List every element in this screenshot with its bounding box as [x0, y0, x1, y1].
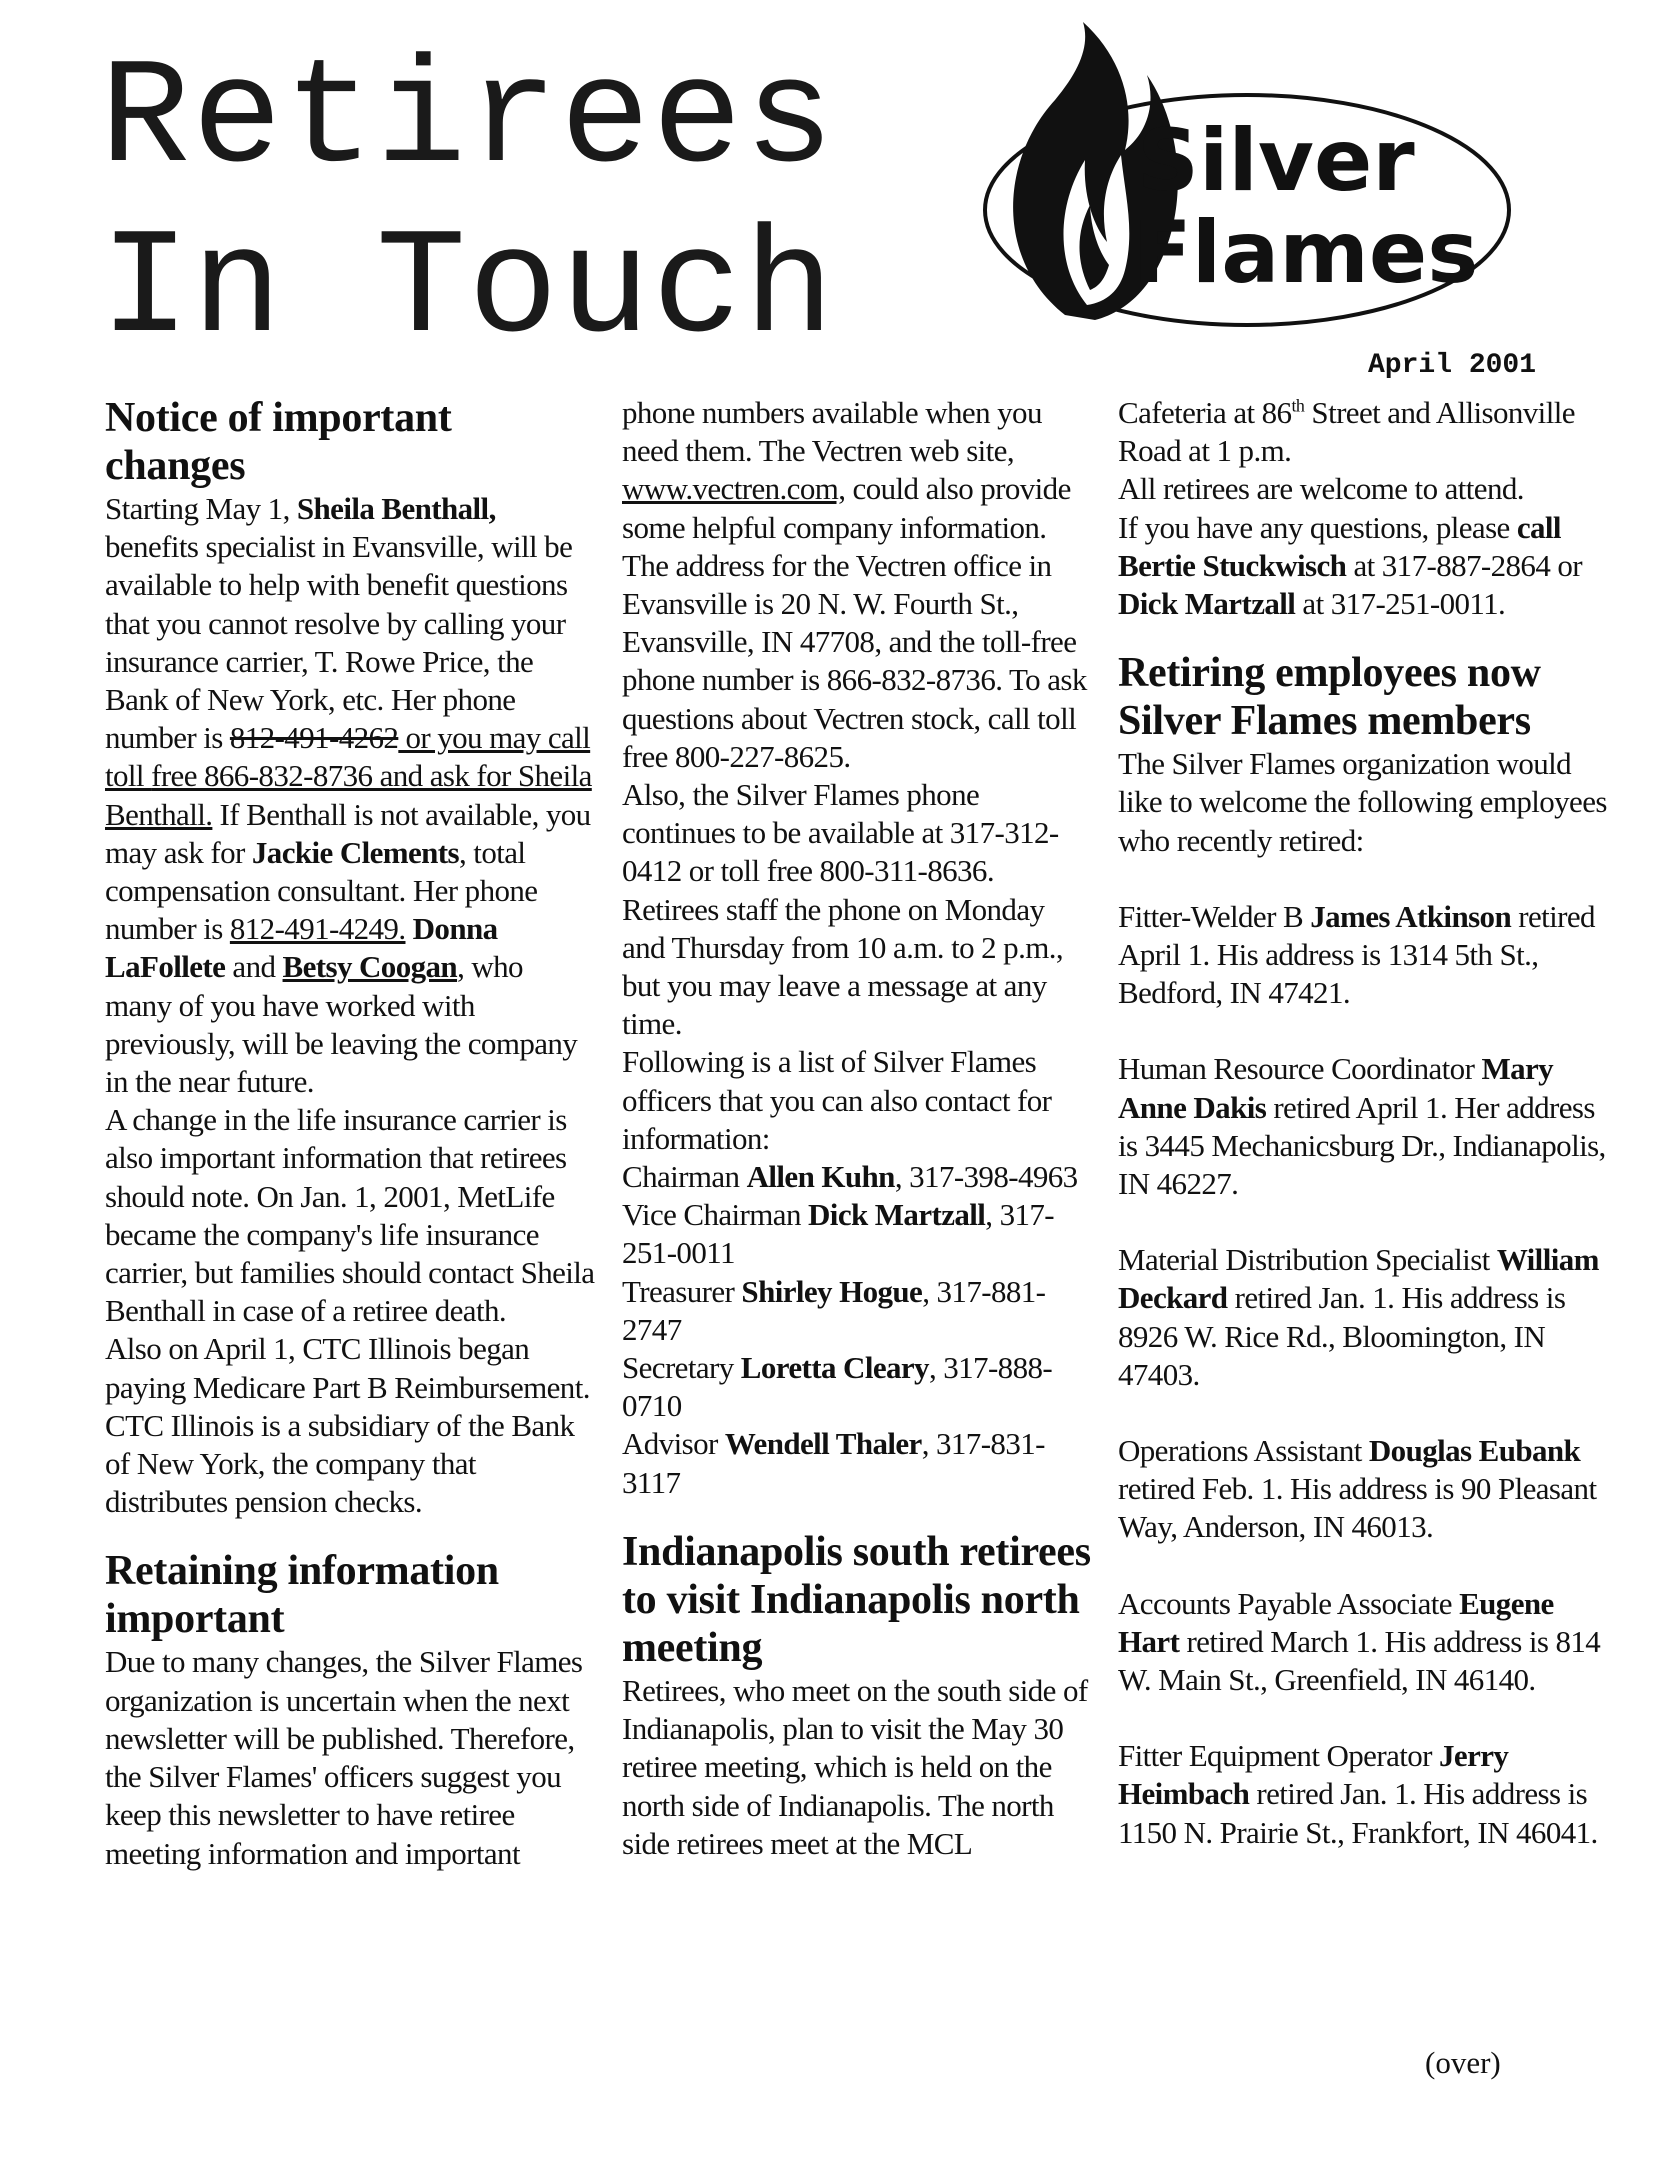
paragraph-officers-intro: Following is a list of Silver Flames officers that you can also contact for information: [622, 1044, 1052, 1156]
paragraph-benthall: Starting May 1, Sheila Benthall, benefits specialist in Evansville, will be available to help with benefit questions that you cannot resolve by calling your insurance carrier, T. Rowe Price, the Bank of New York, etc. Her phone number is 812-491-4262 or you may call toll free 866-832-8736 and ask for Sheila Benthall. If Benthall is not available, you may ask for Jackie Clements, total compensation consultant. Her phone number is 812-491-4249. Donna LaFollete and Betsy Coogan, who many of you have worked with previously, will be leaving the company in the near future. [105, 491, 592, 1100]
paragraph-phone-line: Also, the Silver Flames phone continues to be available at 317-312-0412 or toll free 800-311-8636. Retirees staff the phone on Monday and Thursday from 10 a.m. to 2 p.m., but you may leave a message at any time. [622, 777, 1064, 1042]
column-3 [1118, 394, 1618, 1852]
paragraph-retaining: Due to many changes, the Silver Flames organization is uncertain when the next newsletter will be published. Therefore, the Silver Flames' officers suggest you keep this newsletter to have retiree meeting information and important [105, 1644, 583, 1871]
underlined-toll-free: free 866-832-8736 and ask for Sheila Benthall. [105, 758, 592, 832]
continued-over-note: (over) [1425, 2045, 1501, 2080]
retiree-item: Fitter Equipment Operator Jerry Heimbach retired Jan. 1. His address is 1150 N. Prairie St., Frankfort, IN 46041. [1118, 1738, 1598, 1850]
vectren-website-link: www.vectren.com, [622, 471, 846, 507]
retiree-item: Accounts Payable Associate Eugene Hart retired March 1. His address is 814 W. Main St., Greenfield, IN 46140. [1118, 1585, 1601, 1698]
retiree-item: Fitter-Welder B James Atkinson retired April 1. His address is 1314 5th St., Bedford, IN 47421. [1118, 898, 1595, 1011]
name-jackie-clements: Jackie Clements [251, 834, 459, 870]
name-donna-lafollete: Donna LaFollete [105, 911, 498, 985]
paragraph-meeting: Retirees, who meet on the south side of Indianapolis, plan to visit the May 30 retiree meeting, which is held on the north side of Indianapolis. The north side retirees meet at the MCL [622, 1672, 1088, 1861]
title-line-2: In Touch [100, 206, 837, 376]
retiree-item: Human Resource Coordinator Mary Anne Dakis retired April 1. Her address is 3445 Mechanicsburg Dr., Indianapolis, IN 46227. [1118, 1051, 1606, 1202]
paragraph-retirees-intro: The Silver Flames organization would like to welcome the following employees who recently retired: [1118, 746, 1607, 858]
officer-item: Advisor Wendell Thaler, 317-831-3117 [622, 1426, 1045, 1500]
title-line-1: Retirees [100, 36, 837, 206]
column-1 [105, 394, 595, 1873]
column-2 [622, 394, 1092, 1863]
officer-item: Treasurer Shirley Hogue, 317-881-2747 [622, 1273, 1046, 1347]
paragraph-medicare: Also on April 1, CTC Illinois began paying Medicare Part B Reimbursement. CTC Illinois is a subsidiary of the Bank of New York, the company that distributes pension checks. [105, 1331, 590, 1520]
paragraph-vectren-address: The address for the Vectren office in Evansville is 20 N. W. Fourth St., Evansville, IN 47708, and the toll-free phone number is 866-832-8736. To ask questions about Vectren stock, call toll free 800-227-8625. [622, 547, 1087, 774]
newsletter-title [100, 36, 836, 376]
issue-date: April 2001 [1368, 350, 1537, 381]
paragraph-questions: If you have any questions, please call Bertie Stuckwisch at 317-887-2864 or Dick Martzall at 317-251-0011. [1118, 509, 1583, 622]
struck-phone-number: 812-491-4262 [229, 720, 399, 756]
silver-flames-logo [975, 20, 1520, 360]
officer-item: Vice Chairman Dick Martzall, 317-251-0011 [622, 1197, 1055, 1271]
officer-item: Secretary Loretta Cleary, 317-888-0710 [622, 1350, 1053, 1424]
underlined-phone-number: 812-491-4249. [229, 911, 406, 947]
paragraph-welcome: All retirees are welcome to attend. [1118, 471, 1524, 507]
heading-indianapolis-meeting: Indianapolis south retirees to visit Indianapolis north meeting [622, 1528, 1091, 1671]
paragraph-life-insurance: A change in the life insurance carrier is also important information that retirees should note. On Jan. 1, 2001, MetLife became the company's life insurance carrier, but families should contact Sheila Benthall in case of a retiree death. [105, 1102, 595, 1329]
logo-text-silver: Silver [1137, 111, 1415, 211]
heading-retiring-employees: Retiring employees now Silver Flames members [1118, 650, 1541, 745]
retiree-item: Operations Assistant Douglas Eubank retired Feb. 1. His address is 90 Pleasant Way, Anderson, IN 46013. [1118, 1433, 1597, 1545]
heading-retaining-information: Retaining information important [105, 1548, 499, 1643]
name-betsy-coogan: Betsy Coogan [282, 949, 458, 985]
paragraph-cafeteria: Cafeteria at 86th Street and Allisonville Road at 1 p.m. [1118, 395, 1575, 469]
retiree-item: Material Distribution Specialist William Deckard retired Jan. 1. His address is 8926 W. Rice Rd., Bloomington, IN 47403. [1118, 1242, 1599, 1392]
logo-text-flames: Flames [1133, 203, 1479, 303]
officer-item: Chairman Allen Kuhn, 317-398-4963 [622, 1159, 1078, 1195]
heading-important-changes: Notice of important changes [105, 395, 452, 489]
paragraph-website: phone numbers available when you need them. The Vectren web site, www.vectren.com, could also provide some helpful company information. [622, 395, 1071, 545]
officers-list [622, 1158, 1092, 1502]
name-sheila-benthall: Sheila Benthall, [296, 491, 496, 526]
